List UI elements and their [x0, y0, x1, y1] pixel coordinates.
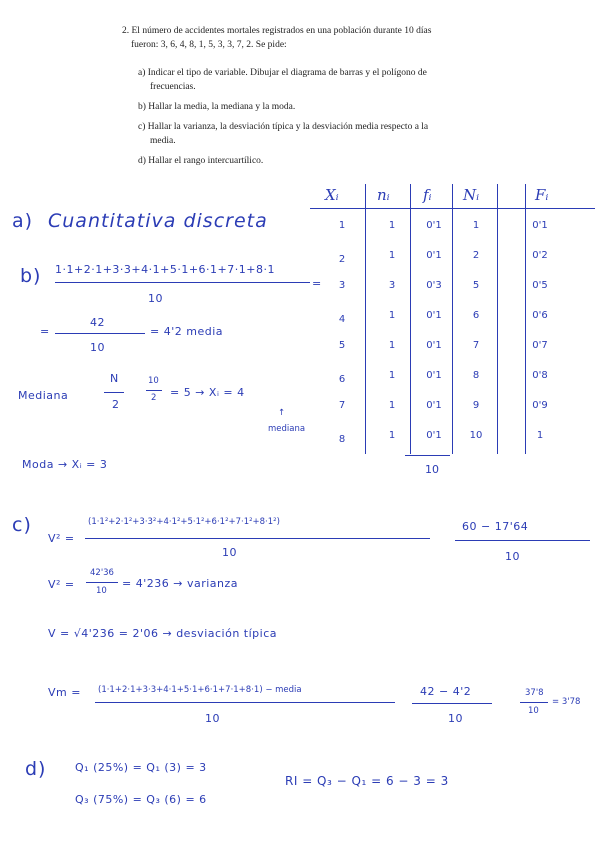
- table-cell: 0'8: [532, 370, 548, 381]
- variance2-bar: [86, 582, 118, 583]
- table-col-rule: [365, 184, 366, 454]
- mean-fraction-bar: [55, 282, 310, 283]
- table-cell: 1: [388, 250, 396, 261]
- table-cell: 1: [388, 430, 396, 441]
- quartile-1: Q₁ (25%) = Q₁ (3) = 3: [75, 761, 207, 774]
- table-cell: 0'5: [532, 280, 548, 291]
- variance2-num: 42'36: [90, 568, 114, 578]
- mean-deviation-end-bar: [520, 702, 548, 703]
- table-cell: 10: [469, 430, 483, 441]
- table-cell: 7: [338, 400, 346, 411]
- median-frac-den: 2: [151, 393, 157, 403]
- table-cell: 0'1: [426, 400, 442, 411]
- variance-aux-num: 60 − 17'64: [462, 520, 529, 533]
- mean-deviation-mid-den: 10: [448, 712, 463, 725]
- mean-result-num: 42: [90, 316, 105, 329]
- header-Fi: Fᵢ: [535, 186, 549, 204]
- frequency-table: [325, 180, 595, 480]
- answer-a-text: Cuantitativa discreta: [48, 210, 268, 232]
- variance2-den: 10: [96, 586, 107, 596]
- median-frac-bar: [146, 390, 162, 391]
- table-cell: 0'9: [532, 400, 548, 411]
- mean-result-lead: =: [40, 325, 50, 338]
- problem-items: [122, 66, 452, 168]
- median-bar: [104, 392, 124, 393]
- table-cell: 4: [338, 314, 346, 325]
- table-cell: 0'6: [532, 310, 548, 321]
- median-N: N: [110, 372, 119, 385]
- mean-result-bar: [55, 333, 145, 334]
- answer-c-label: c): [12, 514, 32, 536]
- header-xi: Xᵢ: [325, 186, 339, 204]
- mean-deviation-mid-num: 42 − 4'2: [420, 685, 472, 698]
- variance-result: = 4'236 → varianza: [122, 577, 238, 590]
- header-ni: nᵢ: [377, 186, 390, 204]
- mode: Moda → Xᵢ = 3: [22, 458, 108, 471]
- answer-d-label: d): [25, 758, 47, 780]
- interquartile-range: RI = Q₃ − Q₁ = 6 − 3 = 3: [285, 774, 449, 788]
- mean-denominator: 10: [148, 292, 163, 305]
- problem-statement: [122, 24, 452, 174]
- table-cell: 3: [388, 280, 396, 291]
- variance-bar: [85, 538, 430, 539]
- mean-deviation-end-num: 37'8: [525, 688, 544, 698]
- table-cell: 0'1: [426, 340, 442, 351]
- variance-aux-den: 10: [505, 550, 520, 563]
- median-note: mediana: [268, 424, 306, 434]
- table-cell: 6: [472, 310, 480, 321]
- mean-deviation-den: 10: [205, 712, 220, 725]
- problem-item-b: b) Hallar la media, la mediana y la moda.: [138, 102, 296, 112]
- table-cell: 1: [388, 340, 396, 351]
- table-cell: 1: [338, 220, 346, 231]
- table-cell: 0'1: [426, 310, 442, 321]
- mean-sum: 1·1+2·1+3·3+4·1+5·1+6·1+7·1+8·1: [55, 263, 275, 276]
- problem-item-a: a) Indicar el tipo de variable. Dibujar el diagrama de barras y el polígono de frecuencias.: [138, 68, 427, 92]
- mean-deviation-num: (1·1+2·1+3·3+4·1+5·1+6·1+7·1+8·1) − media: [98, 685, 302, 695]
- variance-aux-bar: [455, 540, 590, 541]
- mean-result-den: 10: [90, 341, 105, 354]
- std-deviation: V = √4'236 = 2'06 → desviación típica: [48, 627, 277, 640]
- table-col-rule: [410, 184, 411, 454]
- table-cell: 0'1: [426, 250, 442, 261]
- table-cell: 0'1: [532, 220, 548, 231]
- table-cell: 2: [338, 254, 346, 265]
- answer-b-label: b): [20, 265, 42, 287]
- median-label: Mediana: [18, 389, 69, 402]
- median-2: 2: [112, 398, 120, 411]
- problem-item-d: d) Hallar el rango intercuartílico.: [138, 156, 264, 166]
- table-cell: 9: [472, 400, 480, 411]
- table-cell: 1: [388, 400, 396, 411]
- mean-deviation-end-den: 10: [528, 706, 539, 716]
- variance-lhs: V² =: [48, 532, 75, 545]
- table-cell: 0'7: [532, 340, 548, 351]
- table-col-rule: [452, 184, 453, 454]
- median-result: = 5 → Xᵢ = 4: [170, 386, 245, 399]
- answer-a-label: a): [12, 210, 34, 232]
- table-cell: 1: [388, 370, 396, 381]
- problem-item-c: c) Hallar la varianza, la desviación típica y la desviación media respecto a la media.: [138, 122, 429, 146]
- mean-deviation-result: = 3'78: [552, 697, 581, 707]
- total-rule: [405, 455, 450, 456]
- table-cell: 0'3: [426, 280, 442, 291]
- mean-equals: =: [312, 277, 322, 290]
- table-cell: 0'1: [426, 430, 442, 441]
- median-frac-num: 10: [148, 376, 159, 386]
- variance-denominator: 10: [222, 546, 237, 559]
- median-arrow: ↑: [278, 408, 286, 418]
- table-col-rule: [497, 184, 498, 454]
- table-cell: 5: [338, 340, 346, 351]
- table-cell: 7: [472, 340, 480, 351]
- variance2-lhs: V² =: [48, 578, 75, 591]
- table-cell: 0'1: [426, 220, 442, 231]
- table-cell: 8: [338, 434, 346, 445]
- table-cell: 1: [388, 310, 396, 321]
- table-cell: 1: [472, 220, 480, 231]
- variance-numerator: (1·1²+2·1²+3·3²+4·1²+5·1²+6·1²+7·1²+8·1²): [88, 517, 280, 527]
- table-cell: 5: [472, 280, 480, 291]
- total-ni: 10: [425, 463, 439, 476]
- table-cell: 8: [472, 370, 480, 381]
- table-cell: 0'2: [532, 250, 548, 261]
- mean-deviation-bar: [95, 702, 395, 703]
- header-fi: fᵢ: [423, 186, 432, 204]
- table-cell: 6: [338, 374, 346, 385]
- table-cell: 1: [536, 430, 544, 441]
- mean-result: = 4'2 media: [150, 325, 223, 338]
- header-Ni: Nᵢ: [463, 186, 480, 204]
- problem-text: 2. El número de accidentes mortales registrados en una población durante 10 días fueron: 3, 6, 4, 8, 1, 5, 3, 3, 7, 2. Se pide:: [122, 26, 432, 50]
- table-cell: 2: [472, 250, 480, 261]
- mean-deviation-lhs: Vm =: [48, 686, 81, 699]
- quartile-3: Q₃ (75%) = Q₃ (6) = 6: [75, 793, 207, 806]
- table-cell: 0'1: [426, 370, 442, 381]
- mean-deviation-mid-bar: [412, 703, 492, 704]
- table-cell: 3: [338, 280, 346, 291]
- table-cell: 1: [388, 220, 396, 231]
